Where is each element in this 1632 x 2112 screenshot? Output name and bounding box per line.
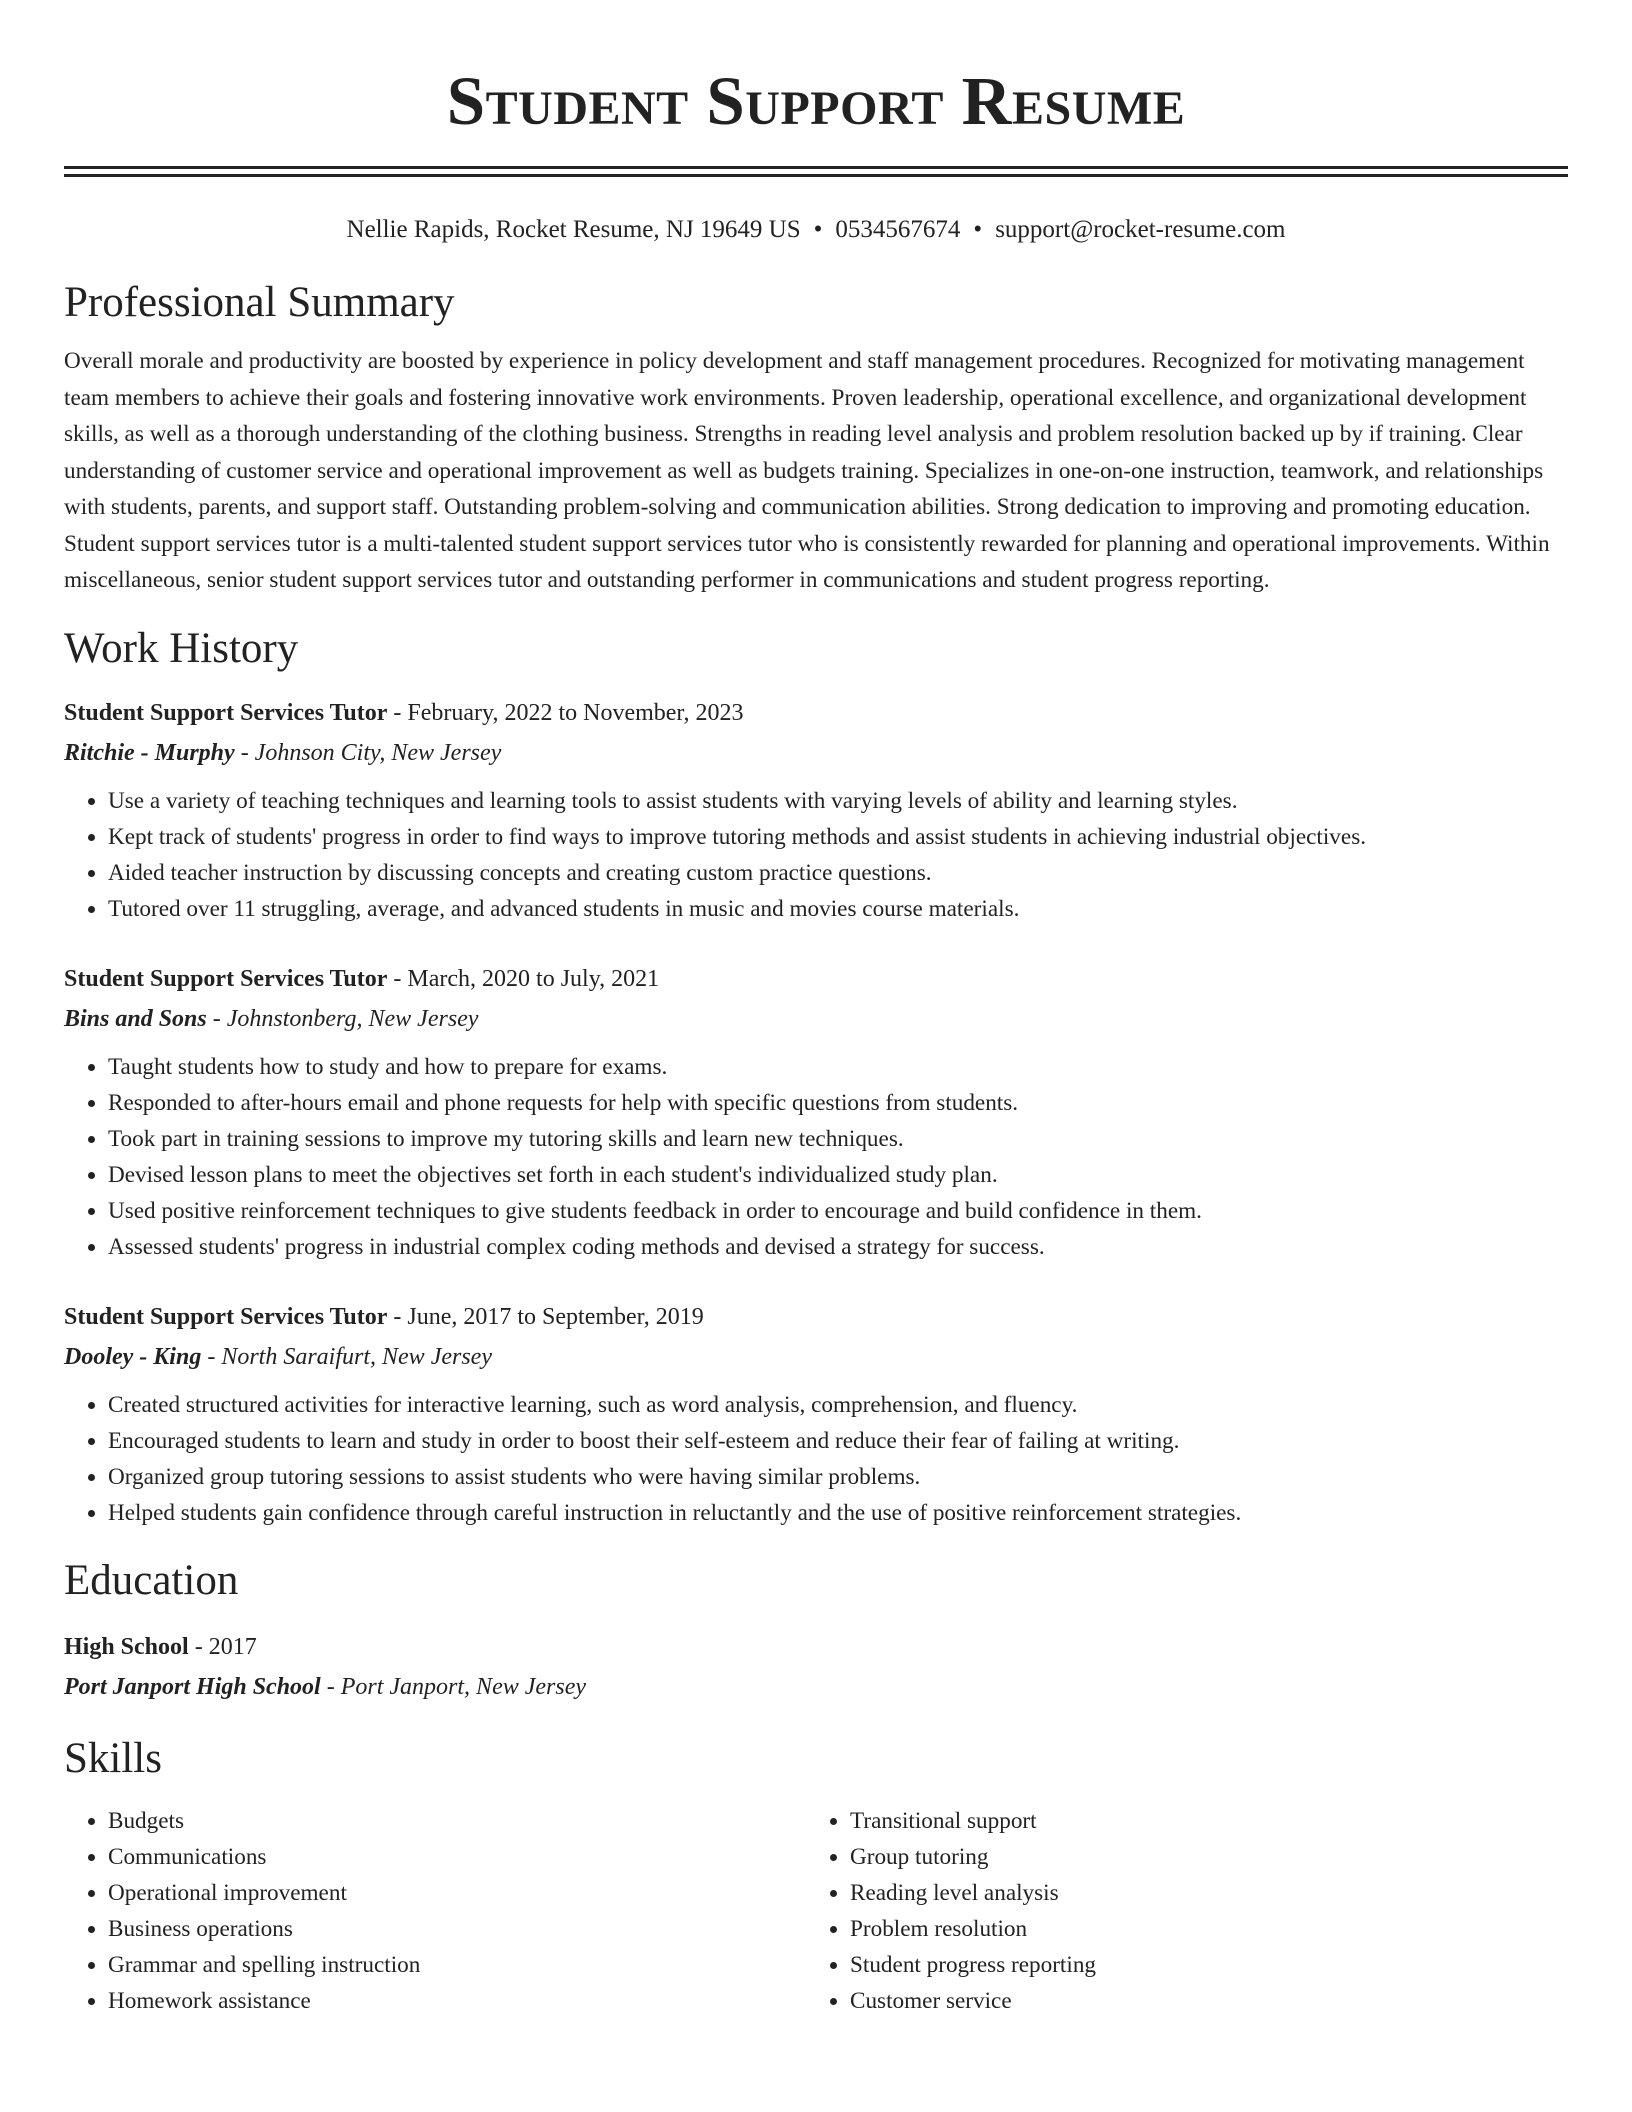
employer-line <box>64 999 1568 1039</box>
skill-item: • Customer service <box>850 1983 1548 2019</box>
job-bullet: • Helped students gain confidence through careful instruction in reluctantly and the use of positive reinforcement strategies. <box>108 1495 1568 1531</box>
employer-location: - Johnstonberg, New Jersey <box>206 1005 479 1032</box>
job-bullet: • Used positive reinforcement techniques to give students feedback in order to encourage and build confidence in them. <box>108 1193 1568 1229</box>
job-title-line <box>64 959 1568 999</box>
skill-item: • Grammar and spelling instruction <box>108 1947 806 1983</box>
education-entry <box>64 1627 1568 1707</box>
skills-heading: Skills <box>64 1734 162 1782</box>
education-heading: Education <box>64 1556 239 1604</box>
contact-address: Nellie Rapids, Rocket Resume, NJ 19649 US <box>346 216 801 243</box>
skill-item: • Transitional support <box>850 1803 1548 1839</box>
contact-email: support@rocket-resume.com <box>995 216 1286 243</box>
job-bullet: • Organized group tutoring sessions to assist students who were having similar problems. <box>108 1459 1568 1495</box>
job-bullet: • Use a variety of teaching techniques and learning tools to assist students with varying levels of ability and learning styles. <box>108 783 1568 819</box>
resume-title: Student Support Resume <box>446 63 1186 139</box>
job-bullets <box>64 1049 1568 1265</box>
job-bullets <box>64 1387 1568 1531</box>
employer-name: Ritchie - Murphy <box>64 739 235 766</box>
skill-item: • Budgets <box>108 1803 806 1839</box>
job-title-line <box>64 1297 1568 1337</box>
job-bullet: • Tutored over 11 struggling, average, and advanced students in music and movies course materials. <box>108 891 1568 927</box>
resume-page <box>64 0 1568 2019</box>
job-entry <box>64 959 1568 1265</box>
skills-columns <box>64 1803 1568 2019</box>
job-title: Student Support Services Tutor <box>64 965 388 992</box>
skill-item: • Business operations <box>108 1911 806 1947</box>
contact-separator: • <box>973 216 983 243</box>
job-bullet: • Responded to after-hours email and phone requests for help with specific questions from students. <box>108 1085 1568 1121</box>
job-bullet: • Taught students how to study and how to prepare for exams. <box>108 1049 1568 1085</box>
skill-item: • Student progress reporting <box>850 1947 1548 1983</box>
job-dates: - June, 2017 to September, 2019 <box>387 1303 704 1330</box>
contact-phone: 0534567674 <box>835 216 961 243</box>
job-bullet: • Assessed students' progress in industrial complex coding methods and devised a strategy for success. <box>108 1229 1568 1265</box>
contact-separator: • <box>813 216 823 243</box>
job-title: Student Support Services Tutor <box>64 1303 388 1330</box>
employer-name: Bins and Sons <box>64 1005 207 1032</box>
job-bullet: • Created structured activities for interactive learning, such as word analysis, comprehension, and fluency. <box>108 1387 1568 1423</box>
graduation-year: - 2017 <box>188 1633 257 1660</box>
job-entry <box>64 693 1568 927</box>
summary-heading: Professional Summary <box>64 279 455 326</box>
skills-left-column <box>64 1803 806 2019</box>
job-title: Student Support Services Tutor <box>64 699 388 726</box>
skills-right-column <box>806 1803 1548 2019</box>
job-bullet: • Devised lesson plans to meet the objectives set forth in each student's individualized study plan. <box>108 1157 1568 1193</box>
job-title-line <box>64 693 1568 733</box>
skill-item: • Reading level analysis <box>850 1875 1548 1911</box>
job-entry <box>64 1297 1568 1531</box>
job-bullet: • Aided teacher instruction by discussing concepts and creating custom practice questions. <box>108 855 1568 891</box>
degree: High School <box>64 1633 189 1660</box>
work-history-heading: Work History <box>64 624 299 672</box>
school-location: - Port Janport, New Jersey <box>320 1673 587 1700</box>
skill-item: • Homework assistance <box>108 1983 806 2019</box>
skill-item: • Group tutoring <box>850 1839 1548 1875</box>
employer-location: - North Saraifurt, New Jersey <box>201 1343 492 1370</box>
job-bullet: • Took part in training sessions to improve my tutoring skills and learn new techniques. <box>108 1121 1568 1157</box>
skill-item: • Operational improvement <box>108 1875 806 1911</box>
employer-name: Dooley - King <box>64 1343 202 1370</box>
job-bullet: • Kept track of students' progress in order to find ways to improve tutoring methods and assist students in achieving industrial objectives. <box>108 819 1568 855</box>
job-dates: - March, 2020 to July, 2021 <box>387 965 660 992</box>
employer-line <box>64 733 1568 773</box>
job-dates: - February, 2022 to November, 2023 <box>387 699 744 726</box>
title-double-rule <box>64 166 1568 177</box>
job-bullets <box>64 783 1568 927</box>
contact-line <box>64 213 1568 247</box>
skill-item: • Problem resolution <box>850 1911 1548 1947</box>
employer-location: - Johnson City, New Jersey <box>234 739 502 766</box>
employer-line <box>64 1337 1568 1377</box>
school-name: Port Janport High School <box>64 1673 321 1700</box>
school-line <box>64 1667 1568 1707</box>
summary-text: Overall morale and productivity are boosted by experience in policy development and staff management procedures. Recognized for motivating management team members to achieve their goals and fostering innovative work environments. Proven leadership, operational excellence, and organizational development skills, as well as a thorough understanding of the clothing business. Strengths in reading level analysis and problem resolution backed up by if training. Clear understanding of customer service and operational improvement as well as budgets training. Specializes in one-on-one instruction, teamwork, and relationships with students, parents, and support staff. Outstanding problem-solving and communication abilities. Strong dedication to improving and promoting education. Student support services tutor is a multi-talented student support services tutor who is consistently rewarded for planning and operational improvements. Within miscellaneous, senior student support services tutor and outstanding performer in communications and student progress reporting. <box>64 348 1550 593</box>
degree-line <box>64 1627 1568 1667</box>
skill-item: • Communications <box>108 1839 806 1875</box>
job-bullet: • Encouraged students to learn and study in order to boost their self-esteem and reduce their fear of failing at writing. <box>108 1423 1568 1459</box>
